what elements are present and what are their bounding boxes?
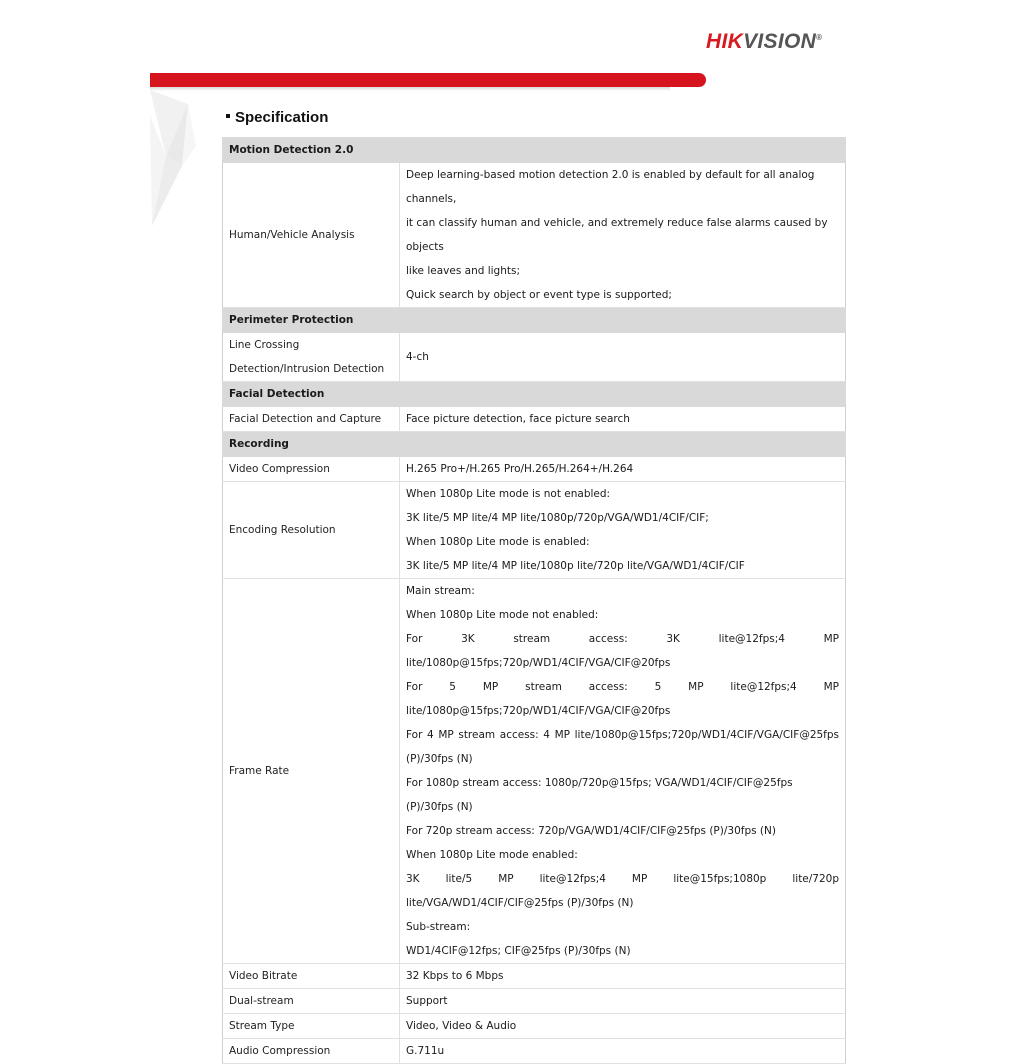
table-row [223,457,846,482]
table-row [223,407,846,432]
decorative-polygon-graphic [148,86,208,236]
value-line: When 1080p Lite mode is enabled: [406,536,590,548]
header-recording: Recording [223,432,846,457]
value-line: 3K lite/5 MP lite/4 MP lite/1080p lite/720p lite/VGA/WD1/4CIF/CIF [406,560,745,572]
label-audio-compression: Audio Compression [223,1039,400,1064]
value-line: it can classify human and vehicle, and extremely reduce false alarms caused by objects [406,217,828,253]
label-line-crossing: Line Crossing Detection/Intrusion Detection [223,333,400,382]
header-motion-detection: Motion Detection 2.0 [223,138,846,163]
section-title [226,109,328,126]
label-video-compression: Video Compression [223,457,400,482]
header-row-facial [223,382,846,407]
value-line: When 1080p Lite mode not enabled: [406,609,599,621]
label-stream-type: Stream Type [223,1014,400,1039]
value-line: For 5 MP stream access: 5 MP lite@12fps;4 MP [406,681,840,693]
table-row [223,989,846,1014]
logo-hik: HIK [706,30,744,53]
label-frame-rate: Frame Rate [223,579,400,964]
header-row-recording [223,432,846,457]
logo-vision: VISION [743,30,817,53]
value-line: For 3K stream access: 3K lite@12fps;4 MP [406,633,840,645]
value-line: 3K lite/5 MP lite@12fps;4 MP lite@15fps;1080p lite/720p [406,873,840,885]
label-dual-stream: Dual-stream [223,989,400,1014]
table-row [223,964,846,989]
value-line: When 1080p Lite mode enabled: [406,849,578,861]
value-stream-type: Video, Video & Audio [400,1014,846,1039]
value-encoding-resolution [400,482,846,579]
table-row [223,163,846,308]
value-line: like leaves and lights; [406,265,521,277]
value-line: For 4 MP stream access: 4 MP lite/1080p@15fps;720p/WD1/4CIF/VGA/CIF@25fps [406,729,840,741]
header-perimeter-protection: Perimeter Protection [223,308,846,333]
value-line: Deep learning-based motion detection 2.0 is enabled by default for all analog channels, [406,169,815,205]
specification-table [222,137,846,1064]
value-line: For 1080p stream access: 1080p/720p@15fps; VGA/WD1/4CIF/CIF@25fps (P)/30fps (N) [406,777,793,813]
table-row [223,579,846,964]
header-row-motion [223,138,846,163]
label-human-vehicle-analysis: Human/Vehicle Analysis [223,163,400,308]
table-row [223,1039,846,1064]
value-line: Main stream: [406,585,475,597]
label-facial-detection: Facial Detection and Capture [223,407,400,432]
value-dual-stream: Support [400,989,846,1014]
label-encoding-resolution: Encoding Resolution [223,482,400,579]
value-frame-rate [400,579,846,964]
value-line: 3K lite/5 MP lite/4 MP lite/1080p/720p/VGA/WD1/4CIF/CIF; [406,512,709,524]
header-red-bar [150,73,706,87]
value-line: (P)/30fps (N) [406,753,473,765]
value-video-bitrate: 32 Kbps to 6 Mbps [400,964,846,989]
table-row [223,1014,846,1039]
value-line: Sub-stream: [406,921,471,933]
label-video-bitrate: Video Bitrate [223,964,400,989]
value-line-crossing: 4-ch [400,333,846,382]
value-line: WD1/4CIF@12fps; CIF@25fps (P)/30fps (N) [406,945,631,957]
value-line: For 720p stream access: 720p/VGA/WD1/4CIF/CIF@25fps (P)/30fps (N) [406,825,776,837]
value-line: lite/1080p@15fps;720p/WD1/4CIF/VGA/CIF@20fps [406,705,671,717]
bullet-icon [226,114,230,118]
section-title-text: Specification [235,109,329,126]
header-facial-detection: Facial Detection [223,382,846,407]
value-audio-compression: G.711u [400,1039,846,1064]
table-row [223,482,846,579]
value-video-compression: H.265 Pro+/H.265 Pro/H.265/H.264+/H.264 [400,457,846,482]
value-human-vehicle-analysis [400,163,846,308]
value-line: lite/1080p@15fps;720p/WD1/4CIF/VGA/CIF@20fps [406,657,671,669]
header-bar-shadow [150,87,670,91]
value-facial-detection: Face picture detection, face picture search [400,407,846,432]
table-row [223,333,846,382]
value-line: lite/VGA/WD1/4CIF/CIF@25fps (P)/30fps (N) [406,897,634,909]
logo-registered-mark: ® [816,33,823,42]
value-line: Quick search by object or event type is supported; [406,289,672,301]
value-line: When 1080p Lite mode is not enabled: [406,488,611,500]
header-row-perimeter [223,308,846,333]
hikvision-logo [706,30,822,54]
